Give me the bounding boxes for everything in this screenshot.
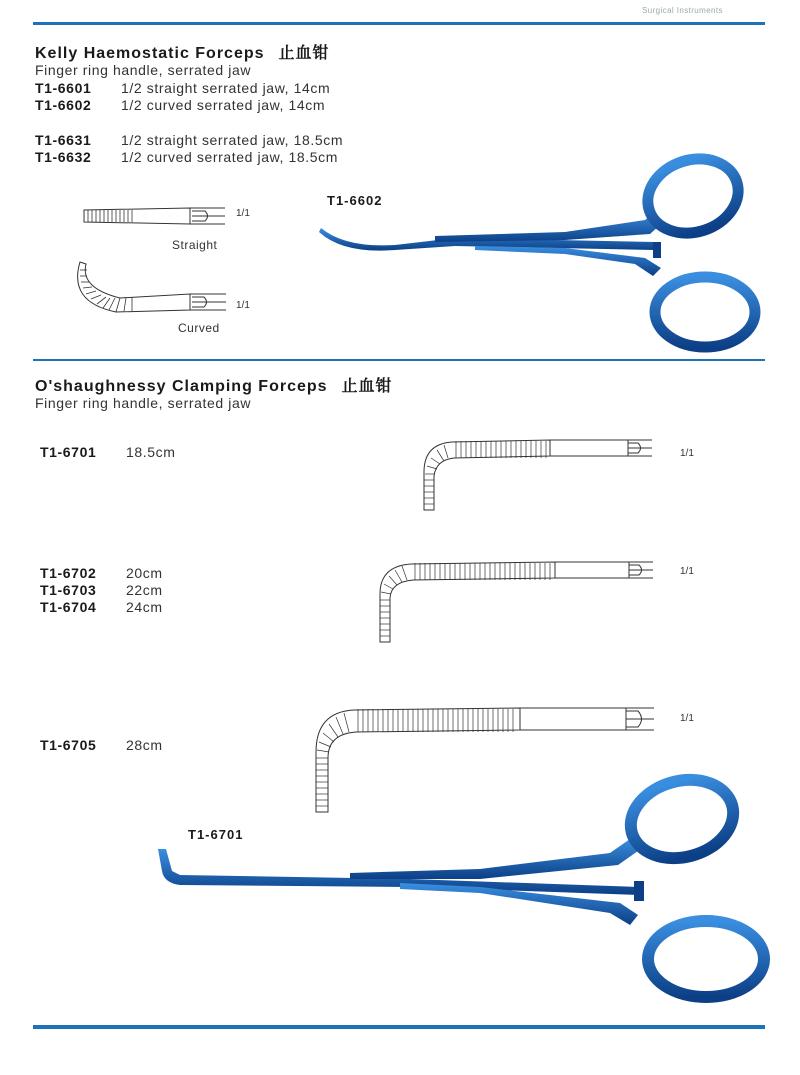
oshaughnessy-title-cn: 止血钳: [341, 376, 393, 395]
item-code: T1-6631: [35, 132, 92, 148]
item-code: T1-6601: [35, 80, 92, 96]
item-code: T1-6602: [35, 97, 92, 113]
scale-label: 1/1: [680, 448, 694, 459]
oshaughnessy-item: [40, 737, 163, 753]
kelly-item: [35, 80, 330, 96]
kelly-title-cn: 止血钳: [278, 43, 330, 62]
jaw-diagram-6702: [375, 558, 665, 648]
scale-label: 1/1: [236, 300, 250, 311]
kelly-title: [35, 40, 330, 63]
item-desc: 1/2 straight serrated jaw, 14cm: [121, 80, 331, 96]
item-desc: 1/2 curved serrated jaw, 14cm: [121, 97, 326, 113]
item-size: 22cm: [126, 582, 163, 598]
curved-label: Curved: [178, 321, 220, 335]
header-category: Surgical Instruments: [642, 6, 723, 15]
top-rule: [33, 22, 765, 25]
kelly-title-text: Kelly Haemostatic Forceps: [35, 45, 265, 62]
oshaughnessy-title-text: O'shaughnessy Clamping Forceps: [35, 378, 328, 395]
scale-label: 1/1: [680, 566, 694, 577]
item-code: T1-6705: [40, 737, 97, 753]
scale-label: 1/1: [236, 208, 250, 219]
item-desc: 1/2 straight serrated jaw, 18.5cm: [121, 132, 344, 148]
straight-jaw-diagram: [80, 202, 230, 232]
item-code: T1-6702: [40, 565, 97, 581]
oshaughnessy-forceps-photo: [150, 775, 770, 1015]
scale-label: 1/1: [680, 713, 694, 724]
oshaughnessy-item: [40, 599, 163, 615]
item-size: 18.5cm: [126, 444, 176, 460]
straight-label: Straight: [172, 238, 218, 252]
kelly-item: [35, 97, 325, 113]
oshaughnessy-item: [40, 565, 163, 581]
kelly-item: [35, 149, 338, 165]
oshaughnessy-item: [40, 444, 176, 460]
item-desc: 1/2 curved serrated jaw, 18.5cm: [121, 149, 339, 165]
section-rule: [33, 359, 765, 361]
item-size: 28cm: [126, 737, 163, 753]
kelly-forceps-photo: [315, 150, 775, 350]
item-code: T1-6632: [35, 149, 92, 165]
kelly-photo-label: T1-6602: [327, 193, 383, 208]
kelly-subtitle: Finger ring handle, serrated jaw: [35, 62, 252, 78]
item-code: T1-6703: [40, 582, 97, 598]
item-code: T1-6704: [40, 599, 97, 615]
item-code: T1-6701: [40, 444, 97, 460]
oshaughnessy-title: [35, 373, 393, 396]
item-size: 20cm: [126, 565, 163, 581]
curved-jaw-diagram: [76, 258, 236, 318]
item-size: 24cm: [126, 599, 163, 615]
oshaughnessy-photo-label: T1-6701: [188, 827, 244, 842]
oshaughnessy-subtitle: Finger ring handle, serrated jaw: [35, 395, 252, 411]
jaw-diagram-6701: [420, 436, 660, 516]
bottom-rule: [33, 1025, 765, 1029]
kelly-item: [35, 132, 343, 148]
oshaughnessy-item: [40, 582, 163, 598]
